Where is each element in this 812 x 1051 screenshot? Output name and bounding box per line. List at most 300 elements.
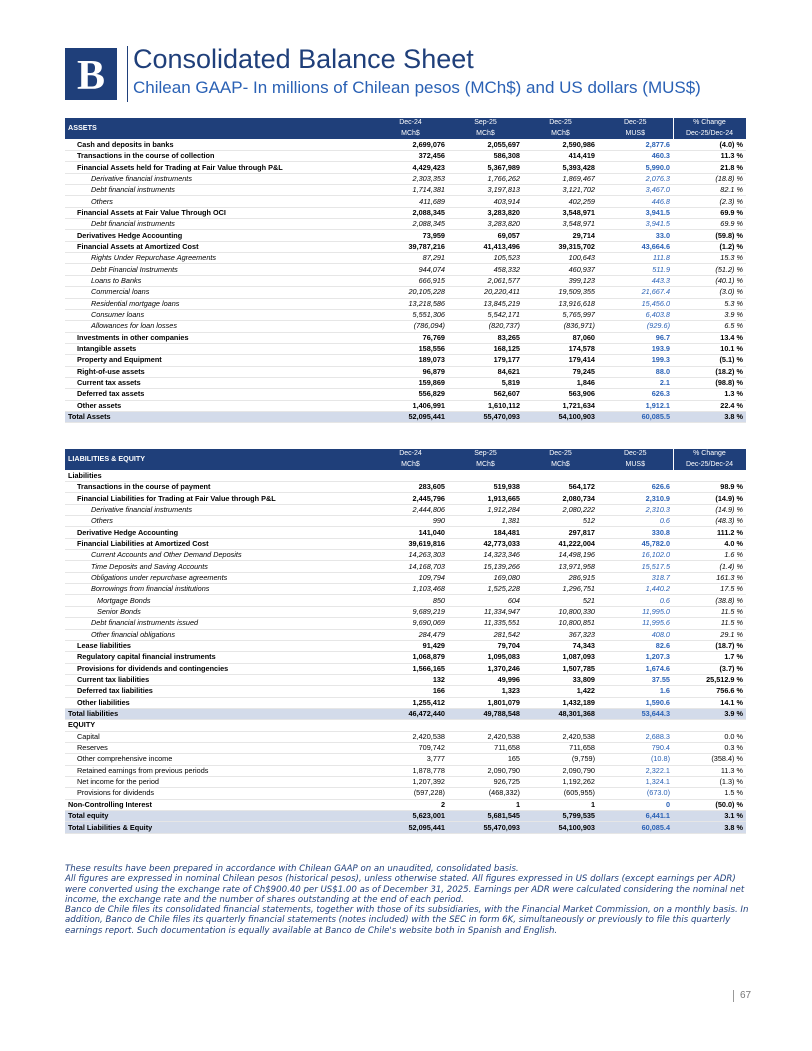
pct-change-cell: (51.2) %: [673, 264, 746, 275]
column-period: Sep-25: [448, 449, 523, 460]
value-cell: 2,310.9: [598, 493, 673, 504]
pct-change-cell: (59.8) %: [673, 230, 746, 241]
row-label: Derivative Hedge Accounting: [65, 527, 373, 538]
pct-change-cell: 15.3 %: [673, 253, 746, 264]
pct-change-cell: 756.6 %: [673, 686, 746, 697]
pct-change-cell: 21.8 %: [673, 162, 746, 173]
value-cell: 1,846: [523, 377, 598, 388]
row-label: Others: [65, 196, 373, 207]
row-label: Total equity: [65, 811, 373, 822]
value-cell: 15,517.5: [598, 561, 673, 572]
pct-change-cell: 111.2 %: [673, 527, 746, 538]
value-cell: 79,704: [448, 640, 523, 651]
assets-table: [65, 117, 747, 423]
footnote: Banco de Chile files its consolidated financial statements, together with those of its subsidiaries, with the Financial Market Commission, on a monthly basis. In addition, Banco de Chile files its quarterly financial statements (notes included) with the SEC in form 6K, simultaneously or previously to file this quarterly earnings report. Such documentation is equally available at Banco de Chile's website both in Spanish and English.: [65, 905, 749, 936]
pct-change-cell: 0.0 %: [673, 731, 746, 742]
value-cell: 1,324.1: [598, 776, 673, 787]
value-cell: 96.7: [598, 332, 673, 343]
pct-change-cell: [673, 470, 746, 481]
value-cell: 1,192,262: [523, 776, 598, 787]
value-cell: 2,090,790: [448, 765, 523, 776]
row-label: Borrowings from financial institutions: [65, 584, 373, 595]
value-cell: 1,674.6: [598, 663, 673, 674]
row-label: Financial Assets at Amortized Cost: [65, 241, 373, 252]
value-cell: 132: [373, 674, 448, 685]
pct-change-cell: 13.4 %: [673, 332, 746, 343]
pct-change-cell: (4.0) %: [673, 139, 746, 150]
table-row: [65, 207, 746, 218]
value-cell: 10,800,851: [523, 618, 598, 629]
row-label: Debt financial instruments issued: [65, 618, 373, 629]
value-cell: 83,265: [448, 332, 523, 343]
value-cell: 60,085.4: [598, 822, 673, 833]
row-label: Time Deposits and Saving Accounts: [65, 561, 373, 572]
row-label: Capital: [65, 731, 373, 742]
pct-change-cell: 11.3 %: [673, 765, 746, 776]
table-row: [65, 640, 746, 651]
value-cell: 33,809: [523, 674, 598, 685]
value-cell: 944,074: [373, 264, 448, 275]
pct-change-cell: 3.9 %: [673, 708, 746, 719]
value-cell: 91,429: [373, 640, 448, 651]
value-cell: 87,291: [373, 253, 448, 264]
table-row: [65, 788, 746, 799]
table-row: [65, 173, 746, 184]
total-row: [65, 811, 746, 822]
row-label: Provisions for dividends: [65, 788, 373, 799]
value-cell: 159,869: [373, 377, 448, 388]
value-cell: 372,456: [373, 151, 448, 162]
value-cell: 562,607: [448, 389, 523, 400]
value-cell: 556,829: [373, 389, 448, 400]
value-cell: 1,610,112: [448, 400, 523, 411]
value-cell: 3,941.5: [598, 207, 673, 218]
pct-change-cell: (358.4) %: [673, 754, 746, 765]
value-cell: 626.6: [598, 482, 673, 493]
pct-change-cell: 82.1 %: [673, 185, 746, 196]
table-row: [65, 561, 746, 572]
value-cell: 1,869,467: [523, 173, 598, 184]
footnote: These results have been prepared in accordance with Chilean GAAP on an unaudited, consolidated basis.: [65, 864, 519, 874]
value-cell: 2,699,076: [373, 139, 448, 150]
table-row: [65, 493, 746, 504]
value-cell: 1,207.3: [598, 652, 673, 663]
column-unit: MUS$: [598, 459, 673, 470]
table-row: [65, 241, 746, 252]
value-cell: 1,912.1: [598, 400, 673, 411]
table-row: [65, 185, 746, 196]
value-cell: 1,207,392: [373, 776, 448, 787]
header-divider: [127, 46, 128, 102]
table-row: [65, 332, 746, 343]
table-row: [65, 697, 746, 708]
row-label: Deferred tax liabilities: [65, 686, 373, 697]
pct-change-cell: (1.2) %: [673, 241, 746, 252]
value-cell: 1,095,083: [448, 652, 523, 663]
value-cell: 2,322.1: [598, 765, 673, 776]
value-cell: 399,123: [523, 275, 598, 286]
row-label: Rights Under Repurchase Agreements: [65, 253, 373, 264]
pct-change-cell: 69.9 %: [673, 207, 746, 218]
value-cell: 2,090,790: [523, 765, 598, 776]
value-cell: 184,481: [448, 527, 523, 538]
page-title: Consolidated Balance Sheet: [133, 44, 474, 74]
row-label: Provisions for dividends and contingencies: [65, 663, 373, 674]
value-cell: 158,556: [373, 343, 448, 354]
table-row: [65, 482, 746, 493]
value-cell: 14,323,346: [448, 550, 523, 561]
value-cell: 1,525,228: [448, 584, 523, 595]
section-row: [65, 720, 746, 731]
value-cell: 2,445,796: [373, 493, 448, 504]
value-cell: 179,414: [523, 355, 598, 366]
value-cell: 193.9: [598, 343, 673, 354]
row-label: Financial Liabilities at Amortized Cost: [65, 538, 373, 549]
value-cell: 41,222,004: [523, 538, 598, 549]
pct-change-cell: (50.0) %: [673, 799, 746, 810]
value-cell: 74,343: [523, 640, 598, 651]
value-cell: 1,103,468: [373, 584, 448, 595]
value-cell: 0.6: [598, 595, 673, 606]
value-cell: 5,551,306: [373, 309, 448, 320]
value-cell: 666,915: [373, 275, 448, 286]
table-row: [65, 321, 746, 332]
liabilities-equity-table: [65, 448, 747, 834]
value-cell: 926,725: [448, 776, 523, 787]
value-cell: 511.9: [598, 264, 673, 275]
value-cell: 2,303,353: [373, 173, 448, 184]
row-label: Residential mortgage loans: [65, 298, 373, 309]
value-cell: 105,523: [448, 253, 523, 264]
value-cell: 1,422: [523, 686, 598, 697]
row-label: Property and Equipment: [65, 355, 373, 366]
value-cell: 2,076.3: [598, 173, 673, 184]
row-label: Derivative financial instruments: [65, 504, 373, 515]
column-unit: MCh$: [373, 128, 448, 139]
value-cell: 1,255,412: [373, 697, 448, 708]
value-cell: (929.6): [598, 321, 673, 332]
table-row: [65, 400, 746, 411]
column-unit: MCh$: [448, 459, 523, 470]
value-cell: 5,990.0: [598, 162, 673, 173]
value-cell: 20,220,411: [448, 287, 523, 298]
value-cell: 711,658: [523, 742, 598, 753]
table-row: [65, 527, 746, 538]
value-cell: 14,263,303: [373, 550, 448, 561]
column-unit: MCh$: [373, 459, 448, 470]
row-label: Net income for the period: [65, 776, 373, 787]
row-label: Other liabilities: [65, 697, 373, 708]
value-cell: 21,667.4: [598, 287, 673, 298]
pct-change-cell: 11.5 %: [673, 606, 746, 617]
table-row: [65, 253, 746, 264]
column-pct-period: Dec-25/Dec-24: [673, 459, 746, 470]
row-label: Loans to Banks: [65, 275, 373, 286]
value-cell: 2,080,734: [523, 493, 598, 504]
value-cell: 52,095,441: [373, 411, 448, 422]
column-unit: MUS$: [598, 128, 673, 139]
row-label: Current Accounts and Other Demand Deposits: [65, 550, 373, 561]
value-cell: 2.1: [598, 377, 673, 388]
value-cell: 564,172: [523, 482, 598, 493]
value-cell: 49,788,548: [448, 708, 523, 719]
value-cell: 6,403.8: [598, 309, 673, 320]
value-cell: 5,799,535: [523, 811, 598, 822]
row-label: Others: [65, 516, 373, 527]
table-row: [65, 742, 746, 753]
pct-change-cell: (40.1) %: [673, 275, 746, 286]
value-cell: 2,444,806: [373, 504, 448, 515]
row-label: Liabilities: [65, 470, 373, 481]
pct-change-cell: 5.3 %: [673, 298, 746, 309]
row-label: Other comprehensive income: [65, 754, 373, 765]
value-cell: (9,759): [523, 754, 598, 765]
table-row: [65, 550, 746, 561]
value-cell: 13,971,958: [523, 561, 598, 572]
value-cell: 54,100,903: [523, 411, 598, 422]
column-period: Dec-24: [373, 118, 448, 129]
column-period: Dec-24: [373, 449, 448, 460]
pct-change-cell: 1.6 %: [673, 550, 746, 561]
footnote: All figures are expressed in nominal Chilean pesos (historical pesos), unless otherwise stated. All figures expressed in US dollars (except earnings per ADR) were converted using the exchange rate of Ch$900.40 per US$1.00 as of December 31, 2025. Earnings per ADR were calculated considering the nominal net income, the exchange rate and the number of shares outstanding at the end of each period.: [65, 874, 745, 905]
value-cell: 49,996: [448, 674, 523, 685]
value-cell: 5,681,545: [448, 811, 523, 822]
value-cell: 446.8: [598, 196, 673, 207]
row-label: Cash and deposits in banks: [65, 139, 373, 150]
table-row: [65, 799, 746, 810]
value-cell: 318.7: [598, 572, 673, 583]
value-cell: 166: [373, 686, 448, 697]
row-label: Retained earnings from previous periods: [65, 765, 373, 776]
value-cell: 39,315,702: [523, 241, 598, 252]
value-cell: 54,100,903: [523, 822, 598, 833]
value-cell: 39,619,816: [373, 538, 448, 549]
value-cell: 53,644.3: [598, 708, 673, 719]
value-cell: 48,301,368: [523, 708, 598, 719]
empty-cell: [598, 720, 673, 731]
value-cell: (605,955): [523, 788, 598, 799]
row-label: Derivatives Hedge Accounting: [65, 230, 373, 241]
table-row: [65, 674, 746, 685]
value-cell: 408.0: [598, 629, 673, 640]
value-cell: 330.8: [598, 527, 673, 538]
value-cell: 1,432,189: [523, 697, 598, 708]
value-cell: 3,283,820: [448, 219, 523, 230]
value-cell: 15,456.0: [598, 298, 673, 309]
value-cell: 586,308: [448, 151, 523, 162]
pct-change-cell: (18.7) %: [673, 640, 746, 651]
value-cell: 60,085.5: [598, 411, 673, 422]
value-cell: (597,228): [373, 788, 448, 799]
value-cell: 13,916,618: [523, 298, 598, 309]
pct-change-cell: 1.5 %: [673, 788, 746, 799]
value-cell: 2,688.3: [598, 731, 673, 742]
value-cell: 403,914: [448, 196, 523, 207]
row-label: Financial Assets at Fair Value Through OCI: [65, 207, 373, 218]
value-cell: 2,877.6: [598, 139, 673, 150]
value-cell: 3,941.5: [598, 219, 673, 230]
value-cell: 1,087,093: [523, 652, 598, 663]
value-cell: 169,080: [448, 572, 523, 583]
value-cell: 284,479: [373, 629, 448, 640]
value-cell: [598, 470, 673, 481]
value-cell: 69,057: [448, 230, 523, 241]
pct-change-cell: 161.3 %: [673, 572, 746, 583]
table-row: [65, 595, 746, 606]
table-row: [65, 618, 746, 629]
value-cell: 96,879: [373, 366, 448, 377]
row-label: Right-of-use assets: [65, 366, 373, 377]
value-cell: 1: [448, 799, 523, 810]
table-row: [65, 516, 746, 527]
pct-change-cell: 11.5 %: [673, 618, 746, 629]
row-label: Intangible assets: [65, 343, 373, 354]
value-cell: 179,177: [448, 355, 523, 366]
value-cell: 1,913,665: [448, 493, 523, 504]
table-row: [65, 230, 746, 241]
pct-change-cell: (98.8) %: [673, 377, 746, 388]
row-label: Transactions in the course of payment: [65, 482, 373, 493]
table-row: [65, 470, 746, 481]
value-cell: 39,787,216: [373, 241, 448, 252]
value-cell: 13,218,586: [373, 298, 448, 309]
row-label: Current tax assets: [65, 377, 373, 388]
value-cell: 20,105,228: [373, 287, 448, 298]
column-pct-change: % Change: [673, 449, 746, 460]
value-cell: 5,765,997: [523, 309, 598, 320]
value-cell: 1,801,079: [448, 697, 523, 708]
value-cell: 1,068,879: [373, 652, 448, 663]
table-row: [65, 731, 746, 742]
pct-change-cell: 6.5 %: [673, 321, 746, 332]
page-number-divider: [733, 990, 734, 1002]
page-header: [65, 40, 765, 110]
value-cell: 3,121,702: [523, 185, 598, 196]
value-cell: 512: [523, 516, 598, 527]
value-cell: 15,139,266: [448, 561, 523, 572]
row-label: Allowances for loan losses: [65, 321, 373, 332]
value-cell: 1,323: [448, 686, 523, 697]
page-subtitle: Chilean GAAP- In millions of Chilean pesos (MCh$) and US dollars (MUS$): [133, 78, 701, 97]
row-label: Non-Controlling Interest: [65, 799, 373, 810]
table-row: [65, 287, 746, 298]
row-label: Lease liabilities: [65, 640, 373, 651]
bank-logo-icon: [65, 48, 117, 100]
value-cell: 11,334,947: [448, 606, 523, 617]
pct-change-cell: (38.8) %: [673, 595, 746, 606]
value-cell: 55,470,093: [448, 822, 523, 833]
value-cell: 9,689,219: [373, 606, 448, 617]
value-cell: 3,548,971: [523, 207, 598, 218]
column-period: Dec-25: [598, 118, 673, 129]
value-cell: 1.6: [598, 686, 673, 697]
pct-change-cell: 10.1 %: [673, 343, 746, 354]
value-cell: 29,714: [523, 230, 598, 241]
pct-change-cell: 3.8 %: [673, 411, 746, 422]
value-cell: 82.6: [598, 640, 673, 651]
pct-change-cell: 69.9 %: [673, 219, 746, 230]
table-header-row: [65, 449, 746, 460]
value-cell: 3,777: [373, 754, 448, 765]
value-cell: 286,915: [523, 572, 598, 583]
value-cell: 3,197,813: [448, 185, 523, 196]
value-cell: 6,441.1: [598, 811, 673, 822]
row-label: Financial Assets held for Trading at Fair Value through P&L: [65, 162, 373, 173]
value-cell: 14,168,703: [373, 561, 448, 572]
row-label: Reserves: [65, 742, 373, 753]
value-cell: 0.6: [598, 516, 673, 527]
value-cell: 2,080,222: [523, 504, 598, 515]
table-row: [65, 219, 746, 230]
pct-change-cell: 17.5 %: [673, 584, 746, 595]
value-cell: 5,542,171: [448, 309, 523, 320]
value-cell: 283,605: [373, 482, 448, 493]
value-cell: 42,773,033: [448, 538, 523, 549]
value-cell: 2,055,697: [448, 139, 523, 150]
value-cell: 1,878,778: [373, 765, 448, 776]
value-cell: 563,906: [523, 389, 598, 400]
pct-change-cell: 0.3 %: [673, 742, 746, 753]
value-cell: 165: [448, 754, 523, 765]
value-cell: 626.3: [598, 389, 673, 400]
row-label: Obligations under repurchase agreements: [65, 572, 373, 583]
pct-change-cell: 4.0 %: [673, 538, 746, 549]
value-cell: 100,643: [523, 253, 598, 264]
column-period: Dec-25: [598, 449, 673, 460]
value-cell: 2,310.3: [598, 504, 673, 515]
value-cell: 604: [448, 595, 523, 606]
value-cell: 1,566,165: [373, 663, 448, 674]
row-label: Deferred tax assets: [65, 389, 373, 400]
value-cell: [523, 470, 598, 481]
row-label: Debt financial instruments: [65, 219, 373, 230]
value-cell: [448, 470, 523, 481]
table-row: [65, 776, 746, 787]
value-cell: 1,766,262: [448, 173, 523, 184]
value-cell: 1,440.2: [598, 584, 673, 595]
value-cell: 174,578: [523, 343, 598, 354]
value-cell: 1,912,284: [448, 504, 523, 515]
value-cell: 458,332: [448, 264, 523, 275]
value-cell: 711,658: [448, 742, 523, 753]
value-cell: 460.3: [598, 151, 673, 162]
table-row: [65, 538, 746, 549]
row-label: Debt Financial Instruments: [65, 264, 373, 275]
value-cell: 52,095,441: [373, 822, 448, 833]
pct-change-cell: 1.7 %: [673, 652, 746, 663]
pct-change-cell: 25,512.9 %: [673, 674, 746, 685]
pct-change-cell: (3.0) %: [673, 287, 746, 298]
value-cell: 76,769: [373, 332, 448, 343]
value-cell: 367,323: [523, 629, 598, 640]
pct-change-cell: (2.3) %: [673, 196, 746, 207]
table-row: [65, 572, 746, 583]
value-cell: 3,283,820: [448, 207, 523, 218]
empty-cell: [523, 720, 598, 731]
value-cell: 709,742: [373, 742, 448, 753]
pct-change-cell: 3.1 %: [673, 811, 746, 822]
value-cell: 5,367,989: [448, 162, 523, 173]
row-label: Total Assets: [65, 411, 373, 422]
table-row: [65, 765, 746, 776]
pct-change-cell: (3.7) %: [673, 663, 746, 674]
value-cell: 2,420,538: [523, 731, 598, 742]
value-cell: 189,073: [373, 355, 448, 366]
total-row: [65, 822, 746, 833]
empty-cell: [673, 720, 746, 731]
value-cell: 519,938: [448, 482, 523, 493]
value-cell: 19,509,355: [523, 287, 598, 298]
